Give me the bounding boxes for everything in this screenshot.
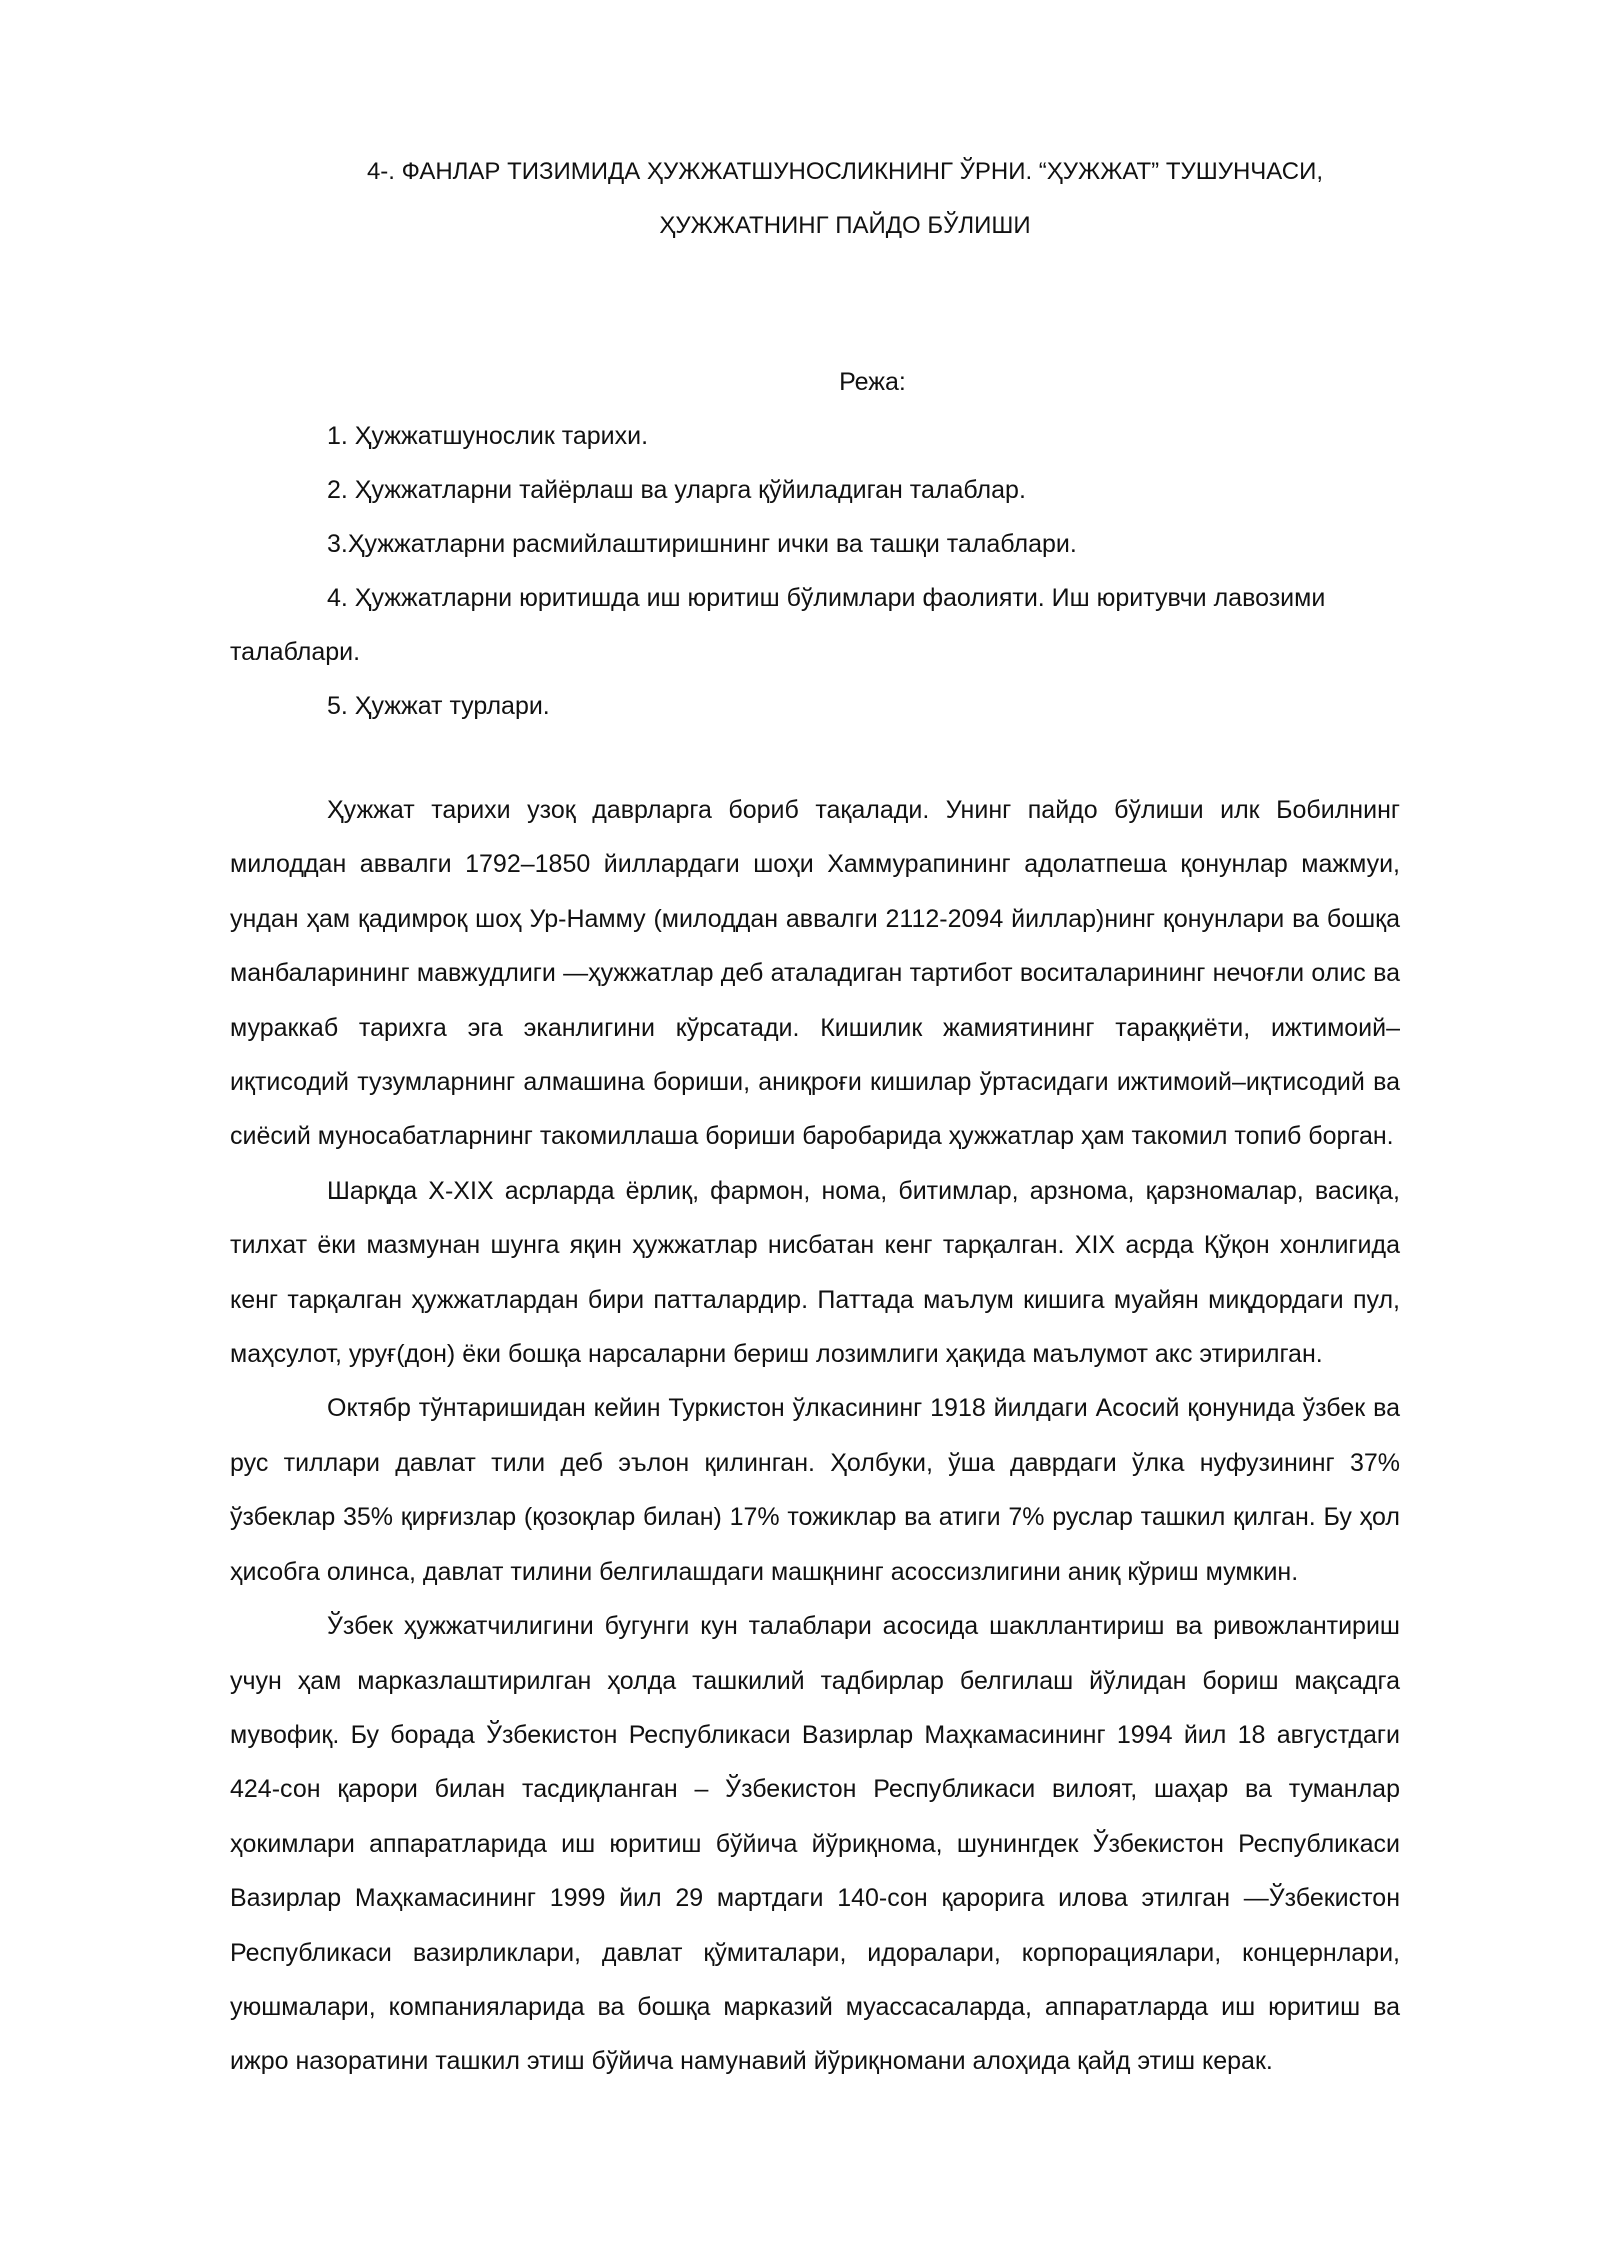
body-paragraph-2: Шарқда X-XIX асрларда ёрлиқ, фармон, нома, битимлар, арзнома, қарзномалар, васиқа, тилхат ёки мазмунан шунга яқин ҳужжатлар нисбатан кенг тарқалган. XIX асрда Қўқон хонлигида кенг тарқалган ҳужжатлардан бири патталардир. Паттада маълум кишига муайян миқдордаги пул, маҳсулот, уруғ(дон) ёки бошқа нарсаларни бериш лозимлиги ҳақида маълумот акс этирилган. bbox=[230, 1176, 1400, 1369]
document-title-line-1: 4-. ФАНЛАР ТИЗИМИДА ҲУЖЖАТШУНОСЛИКНИНГ ЎРНИ. “ҲУЖЖАТ” ТУШУНЧАСИ, bbox=[366, 158, 1324, 185]
body-paragraph-4: Ўзбек ҳужжатчилигини бугунги кун талаблари асосида шакллантириш ва ривожлантириш учун ҳам марказлаштирилган ҳолда ташкилий тадбирлар белгилаш йўлидан бориш мақсадга мувофиқ. Бу борада Ўзбекистон Республикаси Вазирлар Маҳкамасининг 1994 йил 18 августдаги 424-сон қарори билан тасдиқланган – Ўзбекистон Республикаси вилоят, шаҳар ва туманлар ҳокимлари аппаратларида иш юритиш бўйича йўриқнома, шунингдек Ўзбекистон Республикаси Вазирлар Маҳкамасининг 1999 йил 29 мартдаги 140-сон қарорига илова этилган ―Ўзбекистон Республикаси вазирликлари, давлат қўмиталари, идоралари, корпорациялари, концернлари, уюшмалари, компанияларида ва бошқа марказий муассасаларда, аппаратларда иш юритиш ва ижро назоратини ташкил этиш бўйича намунавий йўриқномани алоҳида қайд этиш керак. bbox=[230, 1612, 1400, 2076]
plan-item-4: 4. Ҳужжатларни юритишда иш юритиш бўлимлари фаолияти. Иш юритувчи лавозими талаблари. bbox=[230, 584, 1326, 666]
document-page bbox=[230, 0, 1400, 2089]
body-paragraph-3: Октябр тўнтаришидан кейин Туркистон ўлкасининг 1918 йилдаги Асосий қонунида ўзбек ва рус тиллари давлат тили деб эълон қилинган. Ҳолбуки, ўша даврдаги ўлка нуфузининг 37% ўзбеклар 35% қирғизлар (қозоқлар билан) 17% тожиклар ва атиги 7% руслар ташкил қилган. Бу ҳол ҳисобга олинса, давлат тилини белгилашдаги машқнинг асоссизлигини аниқ кўриш мумкин. bbox=[230, 1394, 1400, 1586]
plan-list bbox=[230, 409, 1400, 733]
document-title-line-2: ҲУЖЖАТНИНГ ПАЙДО БЎЛИШИ bbox=[659, 212, 1031, 239]
plan-item-5: 5. Ҳужжат турлари. bbox=[327, 692, 550, 720]
plan-heading: Режа: bbox=[839, 368, 906, 396]
body-paragraph-1: Ҳужжат тарихи узоқ даврларга бориб тақалади. Унинг пайдо бўлиши илк Бобилнинг милоддан аввалги 1792–1850 йиллардаги шоҳи Хаммурапининг адолатпеша қонунлар мажмуи, ундан ҳам қадимроқ шоҳ Ур-Намму (милоддан аввалги 2112-2094 йиллар)нинг қонунлари ва бошқа манбаларининг мавжудлиги ―ҳужжатлар деб аталадиган тартибот воситаларининг нечоғли олис ва мураккаб тарихга эга эканлигини кўрсатади. Кишилик жамиятининг тараққиёти, ижтимоий–иқтисодий тузумларнинг алмашина бориши, аниқроғи кишилар ўртасидаги ижтимоий–иқтисодий ва сиёсий муносабатларнинг такомиллаша бориши баробарида ҳужжатлар ҳам такомил топиб борган. bbox=[230, 796, 1400, 1151]
plan-item-2: 2. Ҳужжатларни тайёрлаш ва уларга қўйиладиган талаблар. bbox=[327, 476, 1026, 504]
plan-item-1: 1. Ҳужжатшунослик тарихи. bbox=[327, 422, 649, 450]
plan-item-3: 3.Ҳужжатларни расмийлаштиришнинг ички ва ташқи талаблари. bbox=[327, 530, 1077, 558]
